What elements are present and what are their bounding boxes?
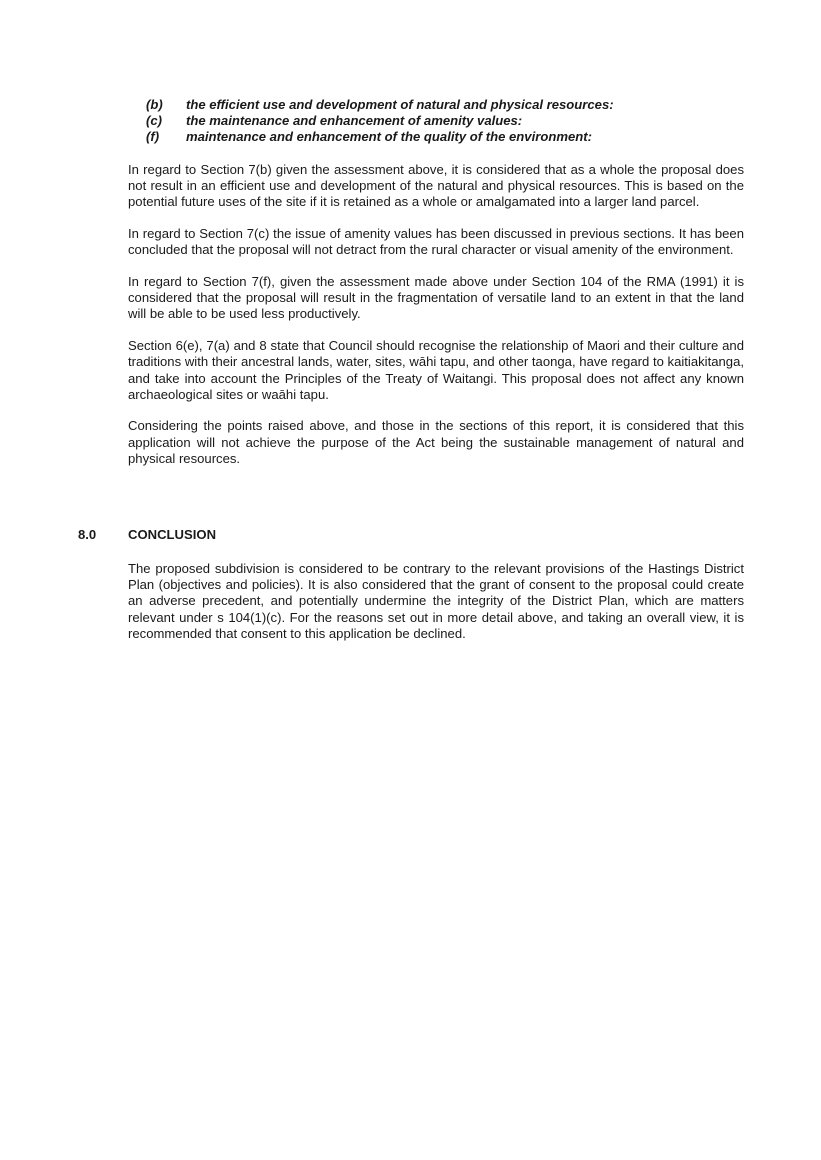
- paragraph-section-7f: In regard to Section 7(f), given the assessment made above under Section 104 of the RMA (1991) it is considered that the proposal will result in the fragmentation of versatile land to an extent in that the land will be able to be used less productively.: [128, 274, 744, 322]
- criteria-text: maintenance and enhancement of the quality of the environment:: [186, 129, 592, 144]
- paragraph-summary: Considering the points raised above, and those in the sections of this report, it is considered that this application will not achieve the purpose of the Act being the sustainable management of natural and physical resources.: [128, 418, 744, 466]
- section-title: CONCLUSION: [128, 527, 217, 542]
- assessment-paragraphs: [128, 162, 744, 483]
- criteria-item-c: [146, 113, 614, 129]
- criteria-list: [146, 97, 614, 145]
- criteria-item-f: [146, 129, 614, 145]
- paragraph-section-6e-7a-8: Section 6(e), 7(a) and 8 state that Council should recognise the relationship of Maori and their culture and traditions with their ancestral lands, water, sites, wāhi tapu, and other taonga, have regard to kaitiakitanga, and take into account the Principles of the Treaty of Waitangi. This proposal does not affect any known archaeological sites or waāhi tapu.: [128, 338, 744, 402]
- criteria-label: (b): [146, 97, 163, 112]
- conclusion-paragraph: The proposed subdivision is considered to be contrary to the relevant provisions of the Hastings District Plan (objectives and policies). It is also considered that the grant of consent to the proposal could create an adverse precedent, and potentially undermine the integrity of the District Plan, which are matters relevant under s 104(1)(c). For the reasons set out in more detail above, and taking an overall view, it is recommended that consent to this application be declined.: [128, 561, 744, 641]
- criteria-label: (f): [146, 129, 160, 144]
- paragraph-section-7b: In regard to Section 7(b) given the assessment above, it is considered that as a whole the proposal does not result in an efficient use and development of the natural and physical resources. This is based on the potential future uses of the site if it is retained as a whole or amalgamated into a larger land parcel.: [128, 162, 744, 210]
- criteria-text: the efficient use and development of natural and physical resources:: [186, 97, 614, 112]
- section-number: 8.0: [78, 527, 97, 542]
- paragraph-section-7c: In regard to Section 7(c) the issue of amenity values has been discussed in previous sections. It has been concluded that the proposal will not detract from the rural character or visual amenity of the environment.: [128, 226, 744, 258]
- criteria-text: the maintenance and enhancement of amenity values:: [186, 113, 523, 128]
- criteria-item-b: [146, 97, 614, 113]
- criteria-label: (c): [146, 113, 163, 128]
- section-heading: [78, 527, 216, 543]
